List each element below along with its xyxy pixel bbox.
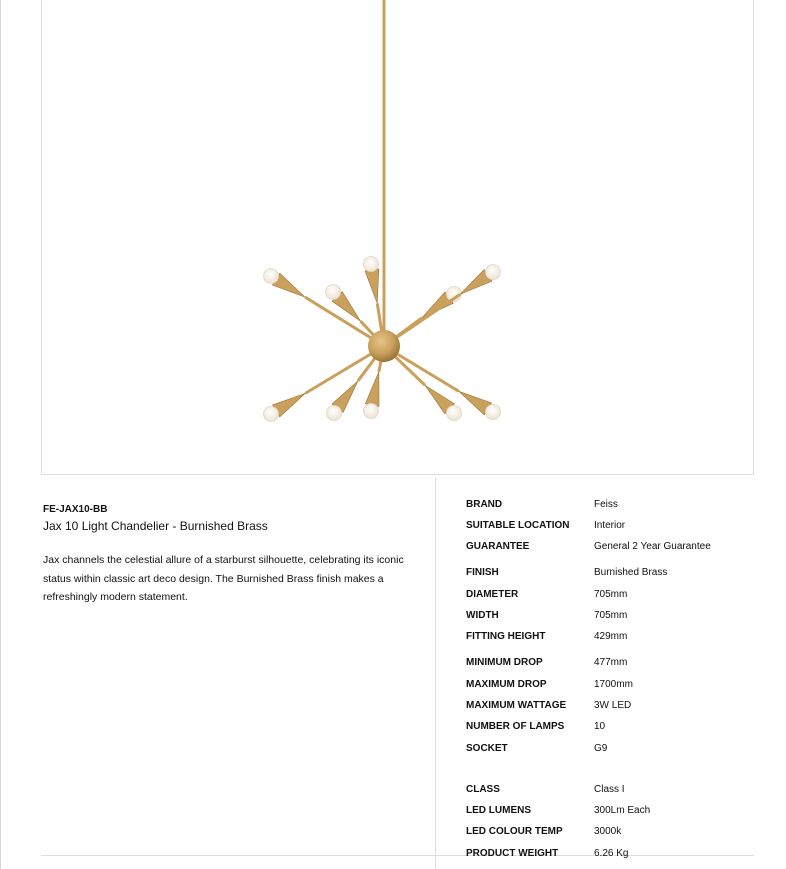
spec-label: SOCKET [466,743,508,754]
spec-label: LED LUMENS [466,805,531,816]
arm-cone-shade [365,372,379,407]
column-divider [435,478,436,869]
spec-value: 705mm [594,610,628,621]
spec-label: FITTING HEIGHT [466,631,546,642]
product-title: Jax 10 Light Chandelier - Burnished Brass [43,519,268,533]
light-bulb [364,257,379,272]
light-bulb [264,407,279,422]
spec-value: 300Lm Each [594,805,651,816]
spec-label: FINISH [466,567,499,578]
spec-value: 10 [594,721,606,732]
product-sku: FE-JAX10-BB [43,504,108,515]
chandelier-product-image [42,0,755,475]
spec-value: 3W LED [594,700,632,711]
spec-value: Interior [594,520,626,531]
spec-label: LED COLOUR TEMP [466,826,563,837]
spec-value: General 2 Year Guarantee [594,541,711,552]
spec-value: Feiss [594,499,618,510]
spec-label: NUMBER OF LAMPS [466,721,565,732]
spec-label: DIAMETER [466,589,519,600]
arm-cone-shade [365,269,379,304]
light-bulb [364,404,379,419]
spec-label: MAXIMUM WATTAGE [466,700,567,711]
spec-value: 1700mm [594,679,633,690]
light-bulb [327,406,342,421]
spec-value: 477mm [594,657,628,668]
spec-label: BRAND [466,499,503,510]
spec-label: WIDTH [466,610,499,621]
spec-label: MAXIMUM DROP [466,679,547,690]
spec-value: 3000k [594,826,622,837]
spec-value: Burnished Brass [594,567,668,578]
light-bulb [326,285,341,300]
product-description: Jax channels the celestial allure of a starburst silhouette, celebrating its iconic status within classic art deco design. The Burnished Brass finish makes a refreshingly modern statement. [43,554,404,603]
spec-label: MINIMUM DROP [466,657,543,668]
spec-value: 705mm [594,589,628,600]
light-bulb [264,269,279,284]
spec-value: G9 [594,743,608,754]
spec-label: SUITABLE LOCATION [466,520,570,531]
page-edge-rule [0,0,1,869]
spec-value: 6.26 Kg [594,848,629,859]
spec-label: GUARANTEE [466,541,530,552]
light-bulb [447,406,462,421]
spec-value: 429mm [594,631,628,642]
light-bulb [486,405,501,420]
light-bulb [486,265,501,280]
spec-label: PRODUCT WEIGHT [466,848,559,859]
product-image-frame [41,0,754,475]
spec-value: Class I [594,784,625,795]
center-hub [368,330,400,362]
spec-label: CLASS [466,784,500,795]
footer-rule [41,855,754,856]
